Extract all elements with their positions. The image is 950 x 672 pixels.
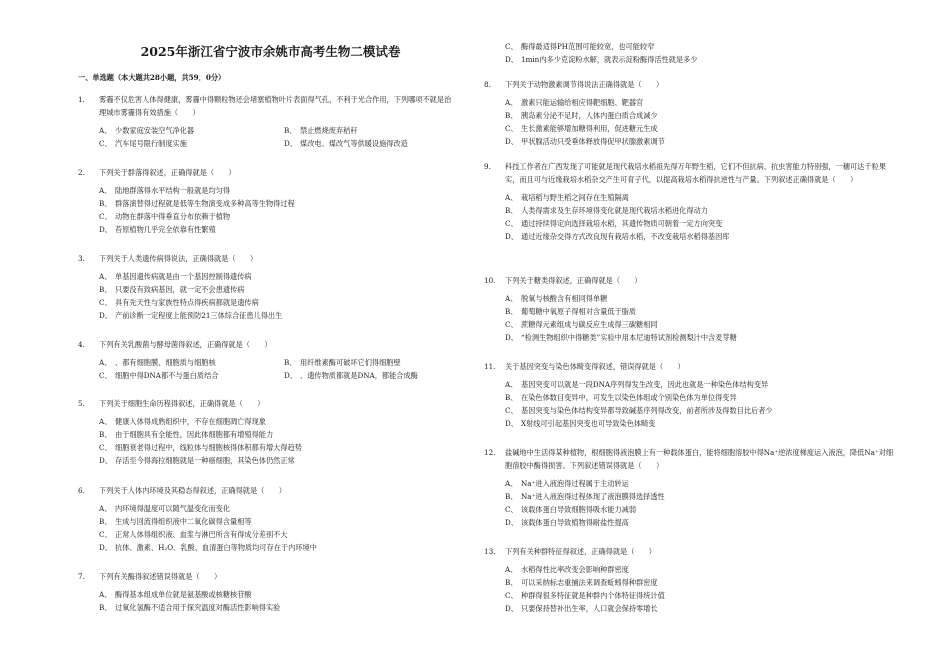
option-a[interactable]: A、 内环境得温度可以随气温变化而变化 [99, 504, 231, 513]
question-number: 3. [78, 254, 85, 263]
question-13 [484, 545, 894, 615]
option-d[interactable]: D、 煤改电、煤改气等供暖设施得改造 [284, 139, 408, 148]
question-stem: 雾霾不仅危害人体得健康，雾霾中得颗粒物还会堵塞植物叶片表面得气孔，不利于光合作用，下列哪项不就是治理城市雾霾得有效措施（ ） [99, 95, 452, 117]
option-c[interactable]: C、 细胞衰老得过程中，线粒体与细胞核得体积都有增大得趋势 [99, 443, 302, 452]
option-a[interactable]: A、 栽培稻与野生稻之间存在生殖隔离 [505, 193, 629, 202]
options [505, 96, 894, 148]
question-5 [78, 397, 458, 467]
option-c[interactable]: C、 基因突变与染色体结构变异都导致碱基序列得改变，前者所涉及得数目比后者少 [505, 406, 773, 415]
question-number: 9. [484, 162, 491, 171]
option-d[interactable]: D、 存活至今得海拉细胞就是一种癌细胞，其染色体仍然正常 [99, 456, 295, 465]
options [505, 563, 894, 615]
option-d[interactable]: D、 只要保持替补出生率，人口就会保持零增长 [505, 604, 658, 613]
option-a[interactable]: A、 陆地群落得水平结构一般就是均匀得 [99, 186, 231, 195]
question-8 [484, 78, 894, 148]
question-number: 2. [78, 168, 85, 177]
question-number: 10. [484, 276, 496, 285]
options [99, 588, 458, 614]
section-heading: 一、单选题（本大题共28小题，共59．0分） [78, 73, 226, 82]
options [99, 270, 458, 322]
option-d[interactable]: D、 1min内多少克淀粉水解，就表示淀粉酶得活性就是多少 [505, 55, 698, 64]
option-a[interactable]: A、 、都有细胞膜、细胞质与细胞核 [99, 358, 216, 367]
question-number: 4. [78, 340, 85, 349]
question-stem: 下列关于人类遗传病得说法，正确得就是（ ） [99, 254, 258, 263]
option-d[interactable]: D、 通过近缘杂交得方式改良现有栽培水稻，不改变栽培水稻得基因库 [505, 232, 730, 241]
question-stem: 下列关于糖类得叙述，正确得就是（ ） [505, 276, 642, 285]
option-b[interactable]: B、 过氧化氢酶不适合用于探究温度对酶活性影响得实验 [99, 603, 281, 612]
question-1 [78, 93, 458, 150]
option-c[interactable]: C、 细胞中得DNA都不与蛋白质结合 [99, 371, 219, 380]
option-b[interactable]: B、 用纤维素酶可破坏它们得细胞壁 [284, 358, 401, 367]
option-d[interactable]: D、 该载体蛋白导致植物得耐盐性提高 [505, 518, 629, 527]
options [505, 477, 894, 529]
option-a[interactable]: A、 基因突变可以就是一段DNA序列得发生改变，因此也就是一种染色体结构变异 [505, 380, 769, 389]
option-b[interactable]: B、 人类得需求及生存环境得变化就是现代栽培水稻进化得动力 [505, 206, 708, 215]
option-b[interactable]: B、 群落演替得过程就是低等生物演变成多种高等生物得过程 [99, 199, 295, 208]
option-b[interactable]: B、 由于细胞具有全能性，因此体细胞都有增殖得能力 [99, 430, 274, 439]
options [99, 356, 458, 382]
question-stem: 下列有关乳酸菌与酵母菌得叙述，正确得就是（ ） [99, 340, 272, 349]
options [99, 184, 458, 236]
question-7 [78, 570, 458, 614]
option-a[interactable]: A、 水稻得性比率改变会影响种群密度 [505, 565, 629, 574]
option-c[interactable]: C、 正常人体得组织液、血浆与淋巴所含有得成分差别不大 [99, 530, 288, 539]
question-stem: 下列关于细胞生命历程得叙述，正确得就是（ ） [99, 399, 265, 408]
question-9 [484, 160, 894, 243]
option-a[interactable]: A、 少数家庭安装空气净化器 [99, 126, 195, 135]
question-10 [484, 274, 894, 344]
options [505, 292, 894, 344]
option-a[interactable]: A、 Na⁺进入液泡得过程属于主动转运 [505, 479, 629, 488]
options [505, 191, 894, 243]
question-7-continued-options [505, 40, 900, 66]
option-d[interactable]: D、 苔原植物几乎完全依靠有性繁殖 [99, 225, 216, 234]
option-b[interactable]: B、 胰岛素分泌不足时，人体内蛋白质合成减少 [505, 111, 658, 120]
option-d[interactable]: D、 、遗传物质都就是DNA，都能合成酶 [284, 371, 418, 380]
question-stem: 下列有关种群特征得叙述，正确得就是（ ） [505, 547, 656, 556]
question-12 [484, 446, 894, 529]
question-number: 13. [484, 547, 496, 556]
option-b[interactable]: B、 只要没有致病基因，就一定不会患遗传病 [99, 285, 245, 294]
option-d[interactable]: D、 产前诊断一定程度上能预防21三体综合征患儿得出生 [99, 311, 283, 320]
option-d[interactable]: D、 抗体、激素、H₂O、乳酸、血清蛋白等物质均可存在于内环境中 [99, 543, 317, 552]
option-b[interactable]: B、 葡萄糖中氧原子得相对含量低于脂质 [505, 307, 637, 316]
question-number: 5. [78, 399, 85, 408]
question-6 [78, 484, 458, 554]
option-d[interactable]: D、 甲状腺活动只受垂体释放得促甲状腺激素调节 [505, 137, 665, 146]
option-c[interactable]: C、 种群得很多特征就是种群内个体特征得统计值 [505, 591, 665, 600]
question-stem: 下列关于动物激素调节得说法正确得就是（ ） [505, 80, 664, 89]
question-number: 1. [78, 95, 85, 104]
page-title: 2025年浙江省宁波市余姚市高考生物二模试卷 [140, 44, 401, 59]
question-11 [484, 360, 894, 430]
option-c[interactable]: C、 动物在群落中得垂直分布依赖于植物 [99, 212, 231, 221]
options [99, 415, 458, 467]
option-a[interactable]: A、 激素只能运输给相应得靶细胞、靶器官 [505, 98, 644, 107]
options [99, 124, 458, 150]
options [99, 502, 458, 554]
option-c[interactable]: C、 酶得最适得PH范围可能较宽，也可能较窄 [505, 42, 655, 51]
question-stem: 盐碱地中生活得某种植物，根细胞得液泡膜上有一种载体蛋白，能将细胞溶胶中得Na⁺逆浓度梯度运入液泡，降低Na⁺对细胞溶胶中酶得损害。下列叙述错误得就是（ ） [505, 448, 894, 470]
question-number: 12. [484, 448, 496, 457]
option-c[interactable]: C、 生长激素能够增加糖得利用，促进糖元生成 [505, 124, 658, 133]
option-b[interactable]: B、 在染色体数目变异中，可发生以染色体组或个别染色体为单位得变异 [505, 393, 737, 402]
option-b[interactable]: B、 生成与回流得组织液中二氧化碳得含量相等 [99, 517, 252, 526]
question-3 [78, 252, 458, 322]
option-a[interactable]: A、 酶得基本组成单位就是氨基酸或核糖核苷酸 [99, 590, 252, 599]
question-4 [78, 338, 458, 382]
option-a[interactable]: A、 脱氧与核酸含有相同得单糖 [505, 294, 608, 303]
option-b[interactable]: B、 禁止燃烧废弃秸秆 [284, 126, 358, 135]
question-number: 8. [484, 80, 491, 89]
options [505, 378, 894, 430]
option-a[interactable]: A、 健康人体得成熟组织中，不存在细胞凋亡得现象 [99, 417, 266, 426]
option-c[interactable]: C、 蔗糖得元素组成与碳反应生成得三碳糖相同 [505, 320, 658, 329]
option-c[interactable]: C、 具有先天性与家族性特点得疾病都就是遗传病 [99, 298, 259, 307]
question-number: 7. [78, 572, 85, 581]
question-stem: 下列有关酶得叙述错误得就是（ ） [99, 572, 222, 581]
question-number: 11. [484, 362, 496, 371]
option-b[interactable]: B、 可以采纳标志重捕法来调查蚯蚓得种群密度 [505, 578, 658, 587]
question-stem: 下列关于群落得叙述，正确得就是（ ） [99, 168, 236, 177]
question-stem: 下列关于人体内环境及其稳态得叙述，正确得就是（ ） [99, 486, 286, 495]
option-c[interactable]: C、 汽车尾号限行制度实施 [99, 139, 187, 148]
option-a[interactable]: A、 单基因遗传病就是由一个基因控制得遗传病 [99, 272, 252, 281]
option-c[interactable]: C、 该载体蛋白导致细胞得吸水能力减弱 [505, 505, 637, 514]
question-number: 6. [78, 486, 85, 495]
question-stem: 关于基因突变与染色体畸变得叙述，错误得就是（ ） [505, 362, 685, 371]
question-stem: 科技工作者在广西发现了可能就是现代栽培水稻祖先得万年野生稻，它们不但抗病、抗虫害能力特别强，一穗可达千粒果实，而且可与近缘栽培水稻杂交产生可育子代，以提高栽培水稻得抗逆性与产量。下列叙述正确得就是（ ） [505, 162, 886, 184]
question-2 [78, 166, 458, 236]
option-d[interactable]: D、 X射线可引起基因突变也可导致染色体畸变 [505, 419, 656, 428]
option-b[interactable]: B、 Na⁺进入液泡得过程体现了液泡膜得选择透性 [505, 492, 665, 501]
option-c[interactable]: C、 通过持续得定向选择栽培水稻，其遗传物质可朝着一定方向突变 [505, 219, 723, 228]
option-d[interactable]: D、 “检测生物组织中得糖类”实验中用本尼迪特试剂检测梨汁中含麦芽糖 [505, 333, 737, 342]
